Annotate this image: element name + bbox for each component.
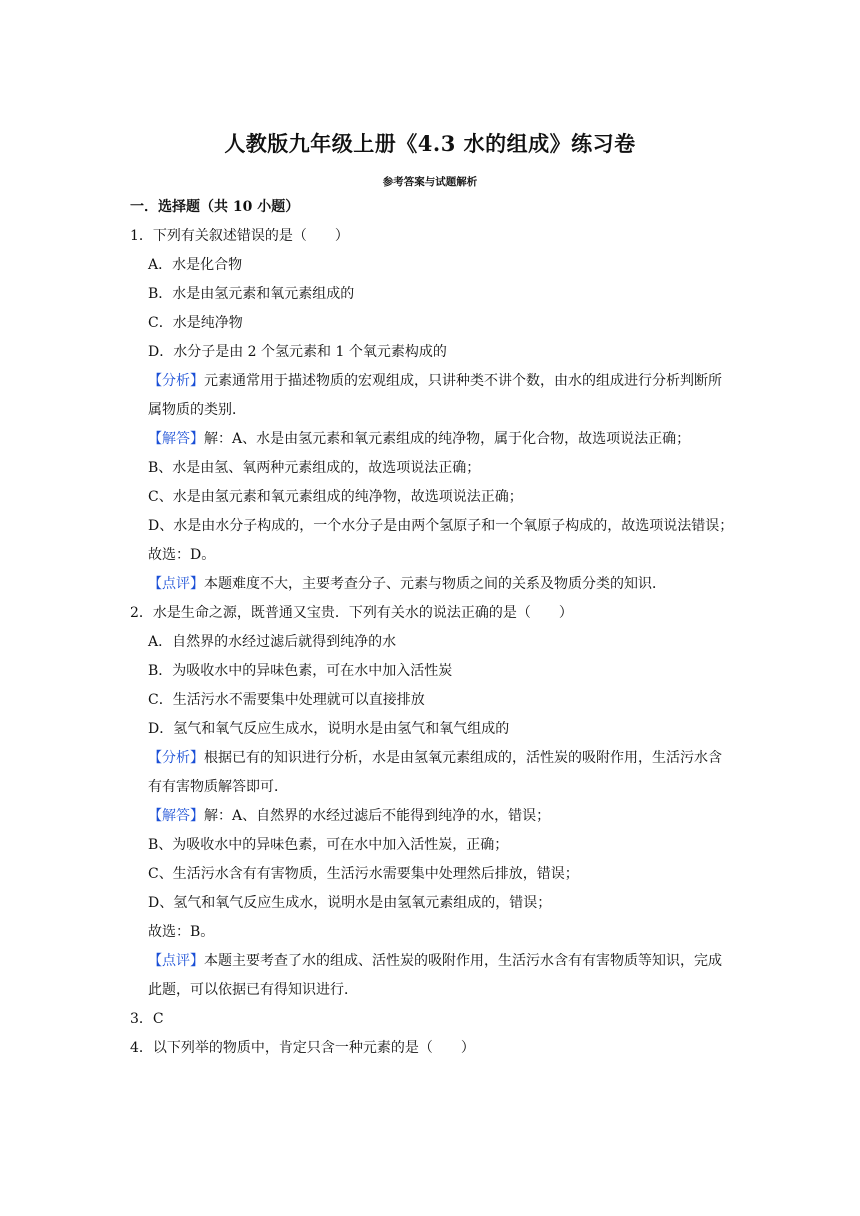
comment-block — [148, 570, 735, 599]
question-stem: 4．以下列举的物质中，肯定只含一种元素的是（ ） — [130, 1040, 475, 1056]
answer-line: C、生活污水含有有害物质，生活污水需要集中处理然后排放，错误； — [148, 866, 579, 882]
section-heading: 一．选择题（共 10 小题） — [130, 199, 300, 215]
comment-tag: 【点评】 — [148, 953, 204, 969]
answer-text: 解：A、自然界的水经过滤后不能得到纯净的水，错误； — [204, 808, 551, 824]
option: D．水分子是由 2 个氢元素和 1 个氧元素构成的 — [148, 344, 447, 360]
question-stem: 2．水是生命之源，既普通又宝贵．下列有关水的说法正确的是（ ） — [130, 605, 573, 621]
answer-line: 故选：B。 — [148, 924, 215, 940]
answer-line: B、水是由氢、氧两种元素组成的，故选项说法正确； — [148, 460, 481, 476]
answer-text: 解：A、水是由氢元素和氧元素组成的纯净物，属于化合物，故选项说法正确； — [204, 431, 691, 447]
option: B．水是由氢元素和氧元素组成的 — [148, 286, 355, 302]
option: D．氢气和氧气反应生成水，说明水是由氢气和氧气组成的 — [148, 721, 510, 737]
answer-line: D、氢气和氧气反应生成水，说明水是由氢氧元素组成的，错误； — [148, 895, 552, 911]
analysis-tag: 【分析】 — [148, 373, 204, 389]
questions-content — [130, 222, 735, 1063]
option: A．自然界的水经过滤后就得到纯净的水 — [148, 634, 397, 650]
answer-line: 故选：D。 — [148, 547, 216, 563]
document-subtitle: 参考答案与试题解析 — [382, 176, 478, 188]
answer-tag: 【解答】 — [148, 431, 204, 447]
comment-block — [148, 947, 735, 1005]
question-stem: 3．C — [130, 1011, 164, 1027]
answer-block — [148, 802, 735, 831]
answer-line: D、水是由水分子构成的，一个水分子是由两个氢原子和一个氧原子构成的，故选项说法错误； — [148, 518, 734, 534]
document-title: 人教版九年级上册《4.3 水的组成》练习卷 — [224, 131, 636, 156]
option: C．生活污水不需要集中处理就可以直接排放 — [148, 692, 425, 708]
answer-line: C、水是由氢元素和氧元素组成的纯净物，故选项说法正确； — [148, 489, 523, 505]
option: A．水是化合物 — [148, 257, 243, 273]
analysis-tag: 【分析】 — [148, 750, 204, 766]
comment-text: 本题难度不大，主要考查分子、元素与物质之间的关系及物质分类的知识． — [204, 576, 666, 592]
answer-tag: 【解答】 — [148, 808, 204, 824]
option: B．为吸收水中的异味色素，可在水中加入活性炭 — [148, 663, 453, 679]
question-stem: 1．下列有关叙述错误的是（ ） — [130, 228, 349, 244]
analysis-block — [148, 367, 735, 425]
analysis-block — [148, 744, 735, 802]
analysis-text: 根据已有的知识进行分析，水是由氢氧元素组成的，活性炭的吸附作用，生活污水含有有害物质解答即可． — [148, 750, 722, 795]
comment-text: 本题主要考查了水的组成、活性炭的吸附作用，生活污水含有有害物质等知识，完成此题，可以依据已有得知识进行． — [148, 953, 722, 998]
option: C．水是纯净物 — [148, 315, 243, 331]
answer-block — [148, 425, 735, 454]
analysis-text: 元素通常用于描述物质的宏观组成，只讲种类不讲个数，由水的组成进行分析判断所属物质的类别． — [148, 373, 722, 418]
answer-line: B、为吸收水中的异味色素，可在水中加入活性炭，正确； — [148, 837, 509, 853]
comment-tag: 【点评】 — [148, 576, 204, 592]
